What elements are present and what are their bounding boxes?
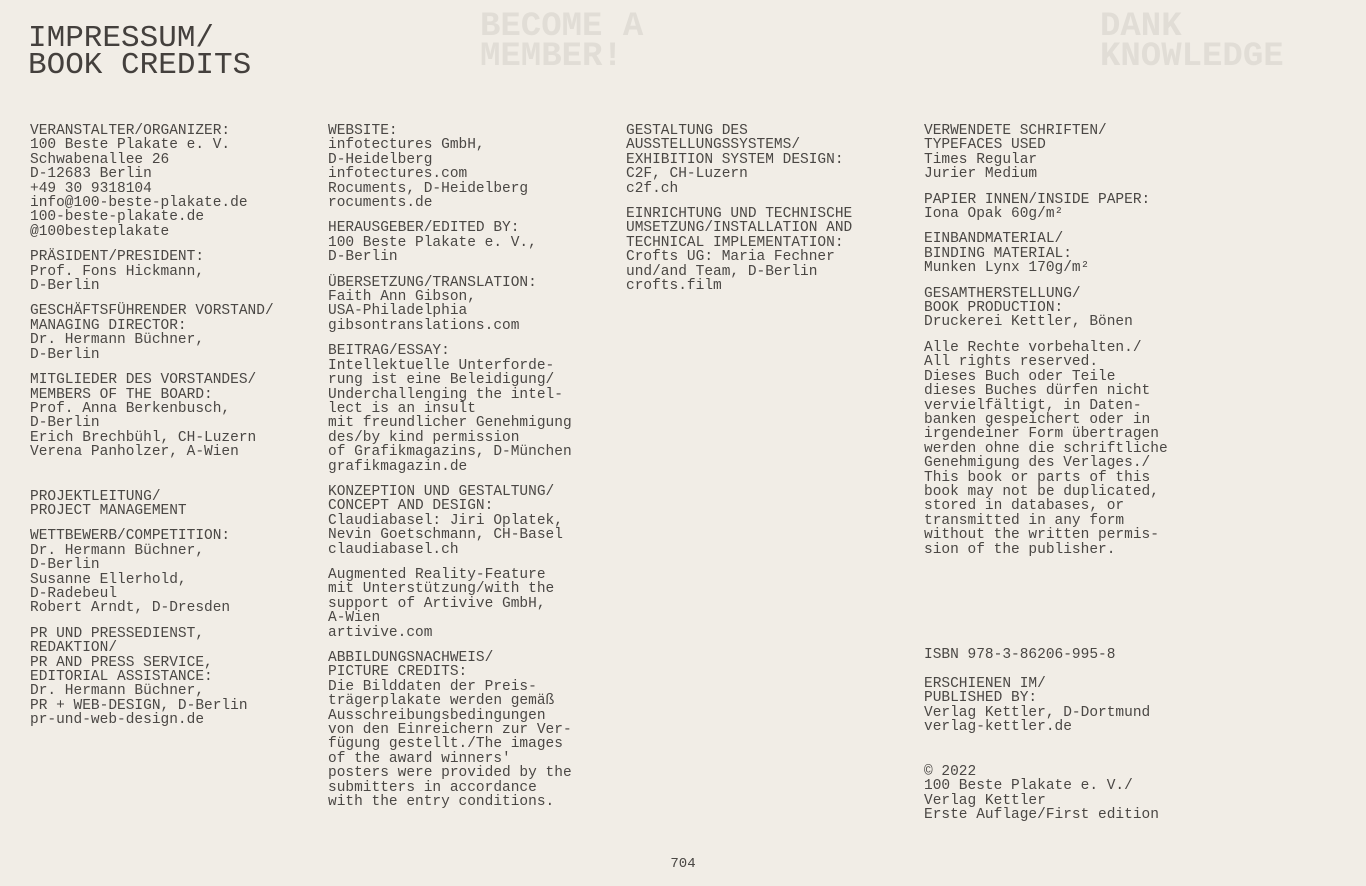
credit-line: A-Wien: [328, 610, 381, 627]
credit-heading: REDAKTION/: [30, 640, 118, 657]
credit-line: Dr. Hermann Büchner,: [30, 683, 205, 700]
credit-line: grafikmagazin.de: [328, 458, 468, 475]
credit-line: Robert Arndt, D-Dresden: [30, 600, 231, 617]
credit-line: Faith Ann Gibson,: [328, 289, 476, 306]
credit-block: [924, 341, 1214, 557]
credit-heading: BEITRAG/ESSAY:: [328, 343, 450, 360]
credit-block: [626, 124, 916, 196]
credit-heading: EXHIBITION SYSTEM DESIGN:: [626, 151, 844, 168]
credit-line: banken gespeichert oder in: [924, 411, 1151, 428]
credit-line: with the entry conditions.: [328, 794, 555, 811]
credit-line: D-Berlin: [30, 557, 100, 574]
credit-heading: KONZEPTION UND GESTALTUNG/: [328, 483, 555, 500]
credit-heading: EINBANDMATERIAL/: [924, 231, 1064, 248]
showthrough-decoration-right: DANK KNOWLEDGE: [1100, 8, 1284, 76]
credit-line: dieses Buches dürfen nicht: [924, 383, 1151, 400]
credit-line: Die Bilddaten der Preis-: [328, 678, 537, 695]
publisher-line: verlag-kettler.de: [924, 719, 1072, 736]
credit-line: PR + WEB-DESIGN, D-Berlin: [30, 697, 248, 714]
credit-line: info@100-beste-plakate.de: [30, 195, 248, 212]
credit-block: [328, 124, 618, 210]
credit-line: 100 Beste Plakate e. V.: [30, 137, 231, 154]
credit-line: Schwabenallee 26: [30, 151, 170, 168]
credit-heading: UMSETZUNG/INSTALLATION AND: [626, 220, 853, 237]
credit-heading: PICTURE CREDITS:: [328, 664, 468, 681]
credit-heading: PROJEKTLEITUNG/: [30, 488, 161, 505]
isbn-line: ISBN 978-3-86206-995-8: [924, 647, 1116, 663]
credit-line: Nevin Goetschmann, CH-Basel: [328, 527, 563, 544]
credit-line: D-12683 Berlin: [30, 166, 152, 183]
credit-heading: PR UND PRESSEDIENST,: [30, 625, 205, 642]
credit-heading: TYPEFACES USED: [924, 137, 1046, 154]
credit-heading: TECHNICAL IMPLEMENTATION:: [626, 234, 844, 251]
credit-line: Erich Brechbühl, CH-Luzern: [30, 429, 257, 446]
credit-heading: WEBSITE:: [328, 123, 398, 139]
credit-line: fügung gestellt./The images: [328, 736, 563, 753]
credit-line: Dieses Buch oder Teile: [924, 368, 1116, 385]
credit-line: Prof. Anna Berkenbusch,: [30, 400, 231, 417]
credits-column-4: [924, 123, 1214, 824]
credit-line: sion of the publisher.: [924, 541, 1116, 558]
showthrough-decoration: BECOME A MEMBER!: [480, 8, 644, 76]
credit-line: Verena Panholzer, A-Wien: [30, 444, 239, 461]
credit-block: [30, 250, 320, 293]
credit-line: Jurier Medium: [924, 166, 1038, 183]
credit-line: Augmented Reality-Feature: [328, 566, 546, 583]
credit-line: Crofts UG: Maria Fechner: [626, 249, 835, 266]
credit-line: Druckerei Kettler, Bönen: [924, 314, 1133, 331]
credit-block: [30, 124, 320, 239]
publisher-heading: PUBLISHED BY:: [924, 690, 1038, 707]
credit-heading: AUSSTELLUNGSSYSTEMS/: [626, 137, 801, 154]
credit-line: USA-Philadelphia: [328, 303, 468, 320]
credit-line: C2F, CH-Luzern: [626, 166, 748, 183]
credit-line: This book or parts of this: [924, 469, 1151, 486]
credit-line: vervielfältigt, in Daten-: [924, 397, 1142, 414]
credit-line: von den Einreichern zur Ver-: [328, 722, 572, 739]
credit-block: [30, 529, 320, 615]
credit-line: Rocuments, D-Heidelberg: [328, 180, 529, 197]
credit-line: gibsontranslations.com: [328, 317, 520, 334]
publisher-line: Verlag Kettler, D-Dortmund: [924, 704, 1151, 721]
isbn: [924, 648, 1115, 662]
credit-line: without the written permis-: [924, 527, 1159, 544]
copyright-line: Verlag Kettler: [924, 792, 1046, 809]
credit-line: D-Berlin: [30, 346, 100, 363]
credit-heading: MITGLIEDER DES VORSTANDES/: [30, 372, 257, 389]
credit-heading: PRÄSIDENT/PRESIDENT:: [30, 249, 205, 266]
credit-line: support of Artivive GmbH,: [328, 595, 546, 612]
credit-heading: MEMBERS OF THE BOARD:: [30, 386, 213, 403]
credit-line: mit freundlicher Genehmigung: [328, 415, 572, 432]
credit-heading: ABBILDUNGSNACHWEIS/: [328, 650, 494, 666]
credit-block: [924, 193, 1214, 222]
credit-block: [924, 232, 1214, 275]
copyright-line: 100 Beste Plakate e. V./: [924, 778, 1133, 795]
credit-heading: VERWENDETE SCHRIFTEN/: [924, 123, 1107, 139]
credit-heading: PR AND PRESS SERVICE,: [30, 654, 213, 671]
credit-line: book may not be duplicated,: [924, 483, 1159, 500]
credit-line: infotectures GmbH,: [328, 137, 485, 154]
credit-line: mit Unterstützung/with the: [328, 581, 555, 598]
credit-line: D-Heidelberg: [328, 151, 433, 168]
credit-block: [30, 304, 320, 362]
publisher-heading: ERSCHIENEN IM/: [924, 676, 1046, 692]
credit-heading: GESCHÄFTSFÜHRENDER VORSTAND/: [30, 303, 274, 320]
credit-line: Times Regular: [924, 151, 1038, 168]
credit-line: lect is an insult: [328, 400, 476, 417]
credit-line: rung ist eine Beleidigung/: [328, 372, 555, 389]
title-line: BOOK CREDITS: [28, 48, 252, 83]
credit-line: Dr. Hermann Büchner,: [30, 542, 205, 559]
credit-line: Munken Lynx 170g/m²: [924, 260, 1090, 277]
credit-line: und/and Team, D-Berlin: [626, 263, 818, 280]
credit-line: 100-beste-plakate.de: [30, 209, 205, 226]
credit-line: des/by kind permission: [328, 429, 520, 446]
copyright-block: [924, 765, 1159, 823]
credit-line: D-Radebeul: [30, 585, 118, 602]
title-line: IMPRESSUM/: [28, 21, 215, 56]
credit-line: D-Berlin: [328, 249, 398, 266]
page-number: 704: [670, 856, 696, 872]
credit-heading: BOOK PRODUCTION:: [924, 300, 1064, 317]
credit-line: Prof. Fons Hickmann,: [30, 263, 205, 280]
credit-heading: ÜBERSETZUNG/TRANSLATION:: [328, 274, 537, 291]
credit-block: [328, 651, 618, 809]
credit-line: Ausschreibungsbedingungen: [328, 707, 546, 724]
credit-block: [328, 276, 618, 334]
credit-line: rocuments.de: [328, 195, 433, 212]
credit-block: [30, 373, 320, 459]
credit-block: [328, 221, 618, 264]
credit-line: Susanne Ellerhold,: [30, 571, 187, 588]
credit-line: of the award winners': [328, 750, 511, 767]
credit-heading: EDITORIAL ASSISTANCE:: [30, 669, 213, 685]
credit-line: transmitted in any form: [924, 512, 1125, 529]
credit-block: [924, 124, 1214, 182]
credit-block: [328, 485, 618, 557]
credit-line: All rights reserved.: [924, 354, 1099, 371]
credit-heading: HERAUSGEBER/EDITED BY:: [328, 220, 520, 237]
publisher-block: [924, 677, 1150, 735]
credit-heading: MANAGING DIRECTOR:: [30, 317, 187, 334]
credit-block: [626, 207, 916, 293]
credit-heading: CONCEPT AND DESIGN:: [328, 498, 494, 515]
credit-line: @100besteplakate: [30, 223, 170, 240]
credit-line: Iona Opak 60g/m²: [924, 206, 1064, 223]
credit-line: D-Berlin: [30, 278, 100, 295]
page-title: [28, 21, 252, 83]
credit-line: +49 30 9318104: [30, 180, 152, 197]
copyright-line: © 2022: [924, 764, 977, 780]
credit-line: Dr. Hermann Büchner,: [30, 332, 205, 349]
credit-heading: GESAMTHERSTELLUNG/: [924, 285, 1081, 302]
credit-line: irgendeiner Form übertragen: [924, 426, 1159, 443]
credit-line: artivive.com: [328, 624, 433, 641]
credit-block: [924, 287, 1214, 330]
credit-heading: PROJECT MANAGEMENT: [30, 502, 187, 519]
credit-line: of Grafikmagazins, D-München: [328, 444, 572, 461]
credit-line: crofts.film: [626, 278, 722, 295]
credit-line: 100 Beste Plakate e. V.,: [328, 234, 537, 251]
credit-block: [30, 627, 320, 728]
credit-heading: EINRICHTUNG UND TECHNISCHE: [626, 206, 853, 223]
credit-line: Genehmigung des Verlages./: [924, 455, 1151, 472]
credit-block: [328, 568, 618, 640]
credits-column-3: [626, 124, 916, 304]
credit-heading: BINDING MATERIAL:: [924, 245, 1072, 262]
credit-line: c2f.ch: [626, 180, 679, 197]
credits-column-2: [328, 124, 618, 820]
credit-line: Claudiabasel: Jiri Oplatek,: [328, 512, 563, 529]
credit-line: Intellektuelle Unterforde-: [328, 357, 555, 374]
credits-column-1: [30, 124, 320, 739]
credit-block: [30, 490, 320, 519]
credit-line: werden ohne die schriftliche: [924, 440, 1168, 457]
credit-heading: VERANSTALTER/ORGANIZER:: [30, 123, 231, 139]
credit-line: Alle Rechte vorbehalten./: [924, 339, 1142, 356]
credit-line: stored in databases, or: [924, 498, 1125, 515]
credit-line: D-Berlin: [30, 415, 100, 432]
credit-line: infotectures.com: [328, 166, 468, 183]
credit-line: posters were provided by the: [328, 765, 572, 782]
credit-line: trägerplakate werden gemäß: [328, 693, 555, 710]
credit-block: [328, 344, 618, 474]
credit-line: claudiabasel.ch: [328, 541, 459, 558]
credit-heading: WETTBEWERB/COMPETITION:: [30, 528, 231, 545]
credit-line: pr-und-web-design.de: [30, 712, 205, 729]
credit-line: Underchallenging the intel-: [328, 386, 563, 403]
credit-line: submitters in accordance: [328, 779, 537, 796]
credit-heading: PAPIER INNEN/INSIDE PAPER:: [924, 191, 1151, 208]
copyright-line: Erste Auflage/First edition: [924, 807, 1159, 824]
credit-heading: GESTALTUNG DES: [626, 123, 748, 139]
